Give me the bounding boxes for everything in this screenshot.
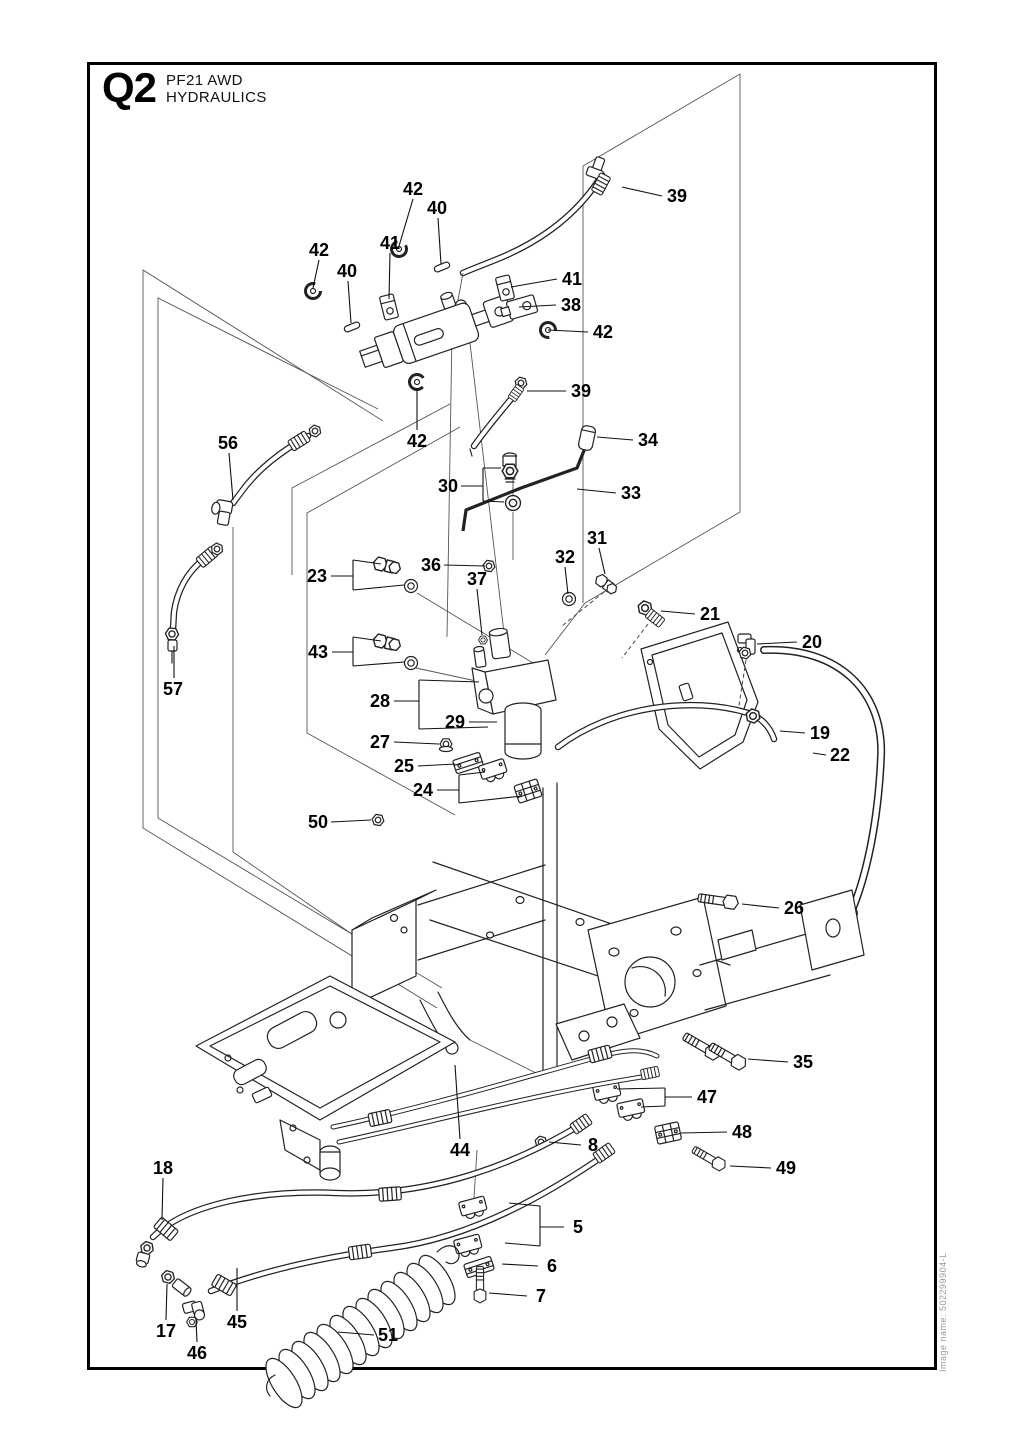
section-name: HYDRAULICS <box>166 89 267 106</box>
callout-label-31-19: 31 <box>586 528 608 548</box>
hydraulic-cylinder <box>351 275 516 378</box>
callout-label-7-41: 7 <box>535 1286 547 1306</box>
clamp-half-5 <box>458 1196 488 1221</box>
callout-label-41-2: 41 <box>379 233 401 253</box>
callout-label-19-29: 19 <box>809 723 831 743</box>
clamp-plate-25 <box>453 752 484 774</box>
leader-line <box>162 1178 163 1220</box>
image-name-text: Image name: 502299904-L <box>938 1252 948 1372</box>
callout-label-29-25: 29 <box>444 712 466 732</box>
leader-line <box>399 199 413 246</box>
callout-label-42-0: 42 <box>402 179 424 199</box>
loop-handle-22 <box>764 650 881 920</box>
leader-line <box>166 1284 167 1320</box>
callout-label-32-18: 32 <box>554 547 576 567</box>
leader-line <box>502 1264 538 1266</box>
callout-label-40-1: 40 <box>426 198 448 218</box>
clip-nut-50 <box>371 814 385 826</box>
pin-40 <box>343 321 360 333</box>
leader-line <box>730 1166 771 1168</box>
callout-label-50-31: 50 <box>307 812 329 832</box>
callout-label-39-5: 39 <box>666 186 688 206</box>
coil-hose-51 <box>259 1246 462 1413</box>
callout-label-46-44: 46 <box>186 1343 208 1363</box>
leader-line <box>565 567 568 594</box>
leader-line <box>641 1106 665 1107</box>
callout-label-35-33: 35 <box>792 1052 814 1072</box>
callout-label-8-37: 8 <box>587 1135 599 1155</box>
leader-line <box>477 589 482 635</box>
leader-line <box>511 279 557 287</box>
callout-label-40-4: 40 <box>336 261 358 281</box>
coupler-17 <box>172 1278 193 1297</box>
callout-label-43-22: 43 <box>307 642 329 662</box>
leader-line <box>444 565 485 566</box>
callout-label-39-9: 39 <box>570 381 592 401</box>
callout-label-38-7: 38 <box>560 295 582 315</box>
fittings-23-43 <box>372 556 418 669</box>
leader-line <box>353 662 404 666</box>
elbow-46 <box>182 1299 206 1327</box>
callout-label-25-27: 25 <box>393 756 415 776</box>
leader-line <box>742 904 779 908</box>
clamp-half-5 <box>453 1234 483 1259</box>
leader-line <box>617 1088 665 1089</box>
leader-line <box>681 1132 727 1133</box>
leader-line <box>489 1293 527 1296</box>
leader-line <box>348 281 351 323</box>
fitting-30 <box>502 453 520 510</box>
callout-label-24-28: 24 <box>412 780 434 800</box>
callout-label-34-12: 34 <box>637 430 659 450</box>
callout-label-21-20: 21 <box>699 604 721 624</box>
leader-line <box>748 1059 788 1062</box>
leader-line <box>418 764 455 766</box>
callout-label-28-24: 28 <box>369 691 391 711</box>
leader-line <box>229 453 233 500</box>
leader-line <box>780 731 805 733</box>
callout-label-45-45: 45 <box>226 1312 248 1332</box>
section-code: Q2 <box>102 64 157 111</box>
leader-line <box>389 253 390 299</box>
clamp-half-47 <box>617 1098 646 1122</box>
chassis-frame <box>352 783 864 1198</box>
leader-line <box>459 796 522 803</box>
callout-label-33-14: 33 <box>620 483 642 503</box>
clamp-block-24 <box>514 779 542 804</box>
leader-line <box>394 742 439 744</box>
knob-34 <box>578 425 597 451</box>
callout-label-56-11: 56 <box>217 433 239 453</box>
leader-line <box>505 1243 540 1246</box>
bolt-49 <box>690 1144 727 1172</box>
callout-label-51-46: 51 <box>377 1325 399 1345</box>
callout-label-30-13: 30 <box>437 476 459 496</box>
callout-label-47-34: 47 <box>696 1087 718 1107</box>
pin-40 <box>433 261 450 273</box>
callout-label-49-36: 49 <box>775 1158 797 1178</box>
callout-label-41-6: 41 <box>561 269 583 289</box>
leader-line <box>548 330 588 332</box>
callout-label-42-8: 42 <box>592 322 614 342</box>
leader-line <box>757 642 797 644</box>
callout-label-36-16: 36 <box>420 555 442 575</box>
callout-label-48-35: 48 <box>731 1122 753 1142</box>
leader-line <box>331 820 371 822</box>
hose-39-upper <box>458 155 611 300</box>
base-plate <box>196 976 455 1180</box>
leader-line <box>599 548 605 574</box>
callout-label-37-17: 37 <box>466 569 488 589</box>
leader-line <box>813 753 826 755</box>
callout-label-22-30: 22 <box>829 745 851 765</box>
clamp-block-48 <box>654 1122 681 1145</box>
callout-label-42-3: 42 <box>308 240 330 260</box>
callout-label-18-42: 18 <box>152 1158 174 1178</box>
leader-line <box>455 1065 460 1139</box>
callout-label-27-26: 27 <box>369 732 391 752</box>
coupler-17 <box>160 1270 176 1284</box>
callout-label-6-40: 6 <box>546 1256 558 1276</box>
callout-label-42-10: 42 <box>406 431 428 451</box>
screw-7 <box>474 1266 486 1302</box>
callout-label-23-15: 23 <box>306 566 328 586</box>
callout-label-17-43: 17 <box>155 1321 177 1341</box>
hose-57 <box>165 542 225 663</box>
callout-label-44-38: 44 <box>449 1140 471 1160</box>
leader-line <box>597 437 633 440</box>
callout-label-5-39: 5 <box>572 1217 584 1237</box>
leader-line <box>419 680 479 682</box>
leader-line <box>622 187 662 196</box>
leader-line <box>438 218 441 264</box>
leader-line <box>313 260 319 288</box>
console-bracket <box>622 600 758 769</box>
model-name: PF21 AWD <box>166 72 243 89</box>
callout-label-26-32: 26 <box>783 898 805 918</box>
callout-label-20-21: 20 <box>801 632 823 652</box>
leader-line <box>661 611 695 614</box>
callout-label-57-23: 57 <box>162 679 184 699</box>
leader-line <box>353 585 404 590</box>
